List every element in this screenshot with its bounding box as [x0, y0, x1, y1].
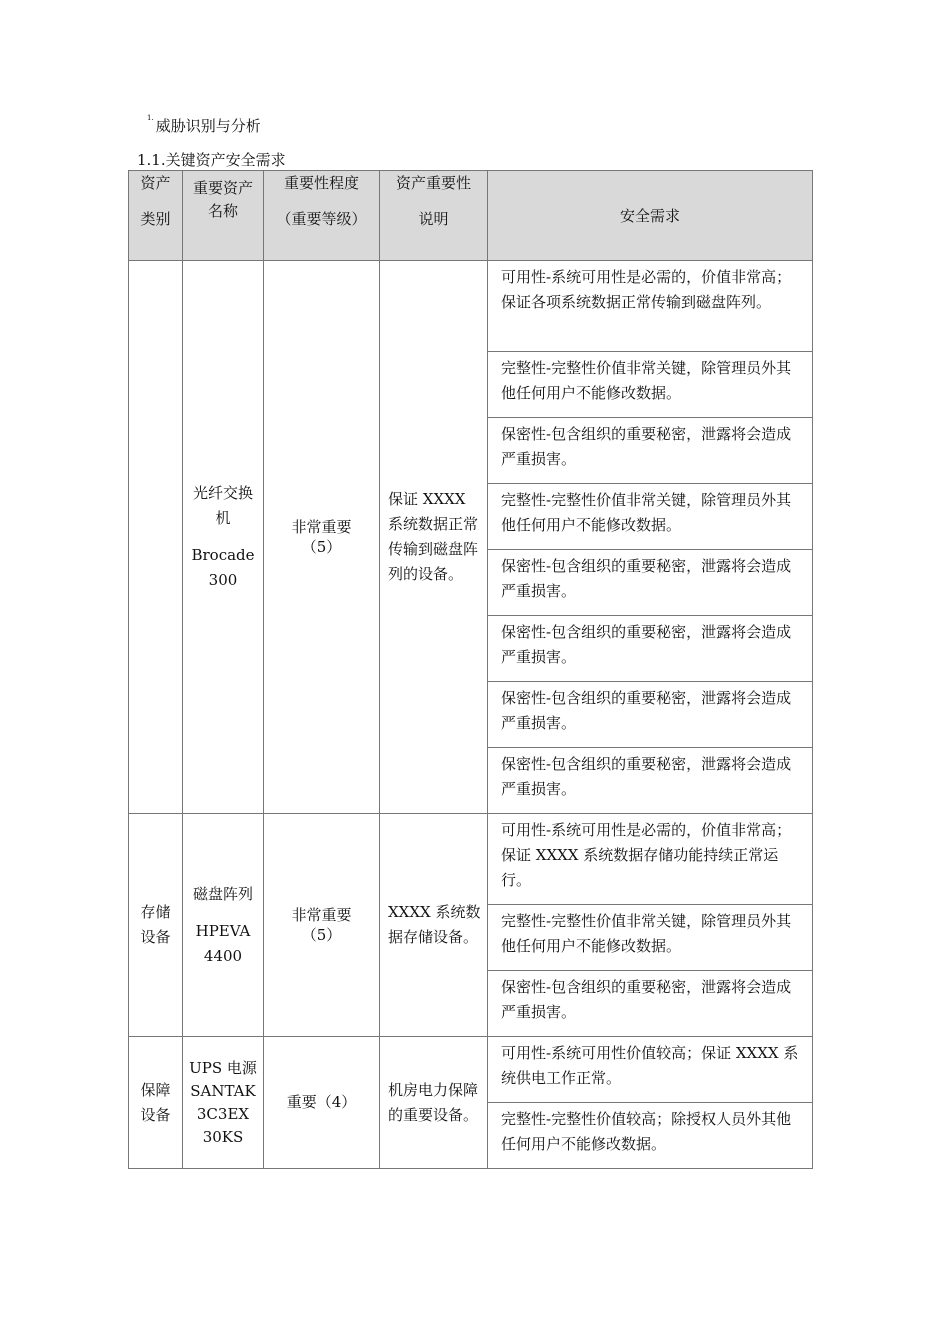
table-header-row — [129, 171, 813, 261]
section-title: 威胁识别与分析 — [155, 117, 261, 135]
table-row — [129, 814, 813, 905]
requirement-cell: 完整性-完整性价值非常关键，除管理员外其他任何用户不能修改数据。 — [488, 484, 813, 550]
requirement-cell: 保密性-包含组织的重要秘密，泄露将会造成严重损害。 — [488, 682, 813, 748]
importance-level-cell: 重要（4） — [264, 1037, 380, 1169]
requirement-cell: 可用性-系统可用性价值较高；保证 XXXX 系统供电工作正常。 — [488, 1037, 813, 1103]
requirement-cell: 保密性-包含组织的重要秘密，泄露将会造成严重损害。 — [488, 550, 813, 616]
header-importance-description: 资产重要性 说明 — [380, 171, 488, 261]
header-asset-name: 重要资产 名称 — [183, 171, 264, 261]
requirement-cell: 完整性-完整性价值非常关键，除管理员外其他任何用户不能修改数据。 — [488, 905, 813, 971]
importance-level-cell: 非常重要 （5） — [264, 814, 380, 1037]
importance-description-cell: 保证 XXXX 系统数据正常传输到磁盘阵列的设备。 — [380, 261, 488, 814]
importance-level-cell: 非常重要 （5） — [264, 261, 380, 814]
asset-category-cell — [129, 261, 183, 814]
asset-category-cell: 保障 设备 — [129, 1037, 183, 1169]
importance-description-cell: XXXX 系统数据存储设备。 — [380, 814, 488, 1037]
requirement-cell: 保密性-包含组织的重要秘密，泄露将会造成严重损害。 — [488, 418, 813, 484]
table-row — [129, 261, 813, 352]
requirement-cell: 保密性-包含组织的重要秘密，泄露将会造成严重损害。 — [488, 971, 813, 1037]
requirement-cell: 完整性-完整性价值非常关键，除管理员外其他任何用户不能修改数据。 — [488, 352, 813, 418]
subsection-heading: 1.1.关键资产安全需求 — [137, 151, 286, 169]
header-category: 资产 类别 — [129, 171, 183, 261]
section-heading — [147, 115, 261, 136]
importance-description-cell: 机房电力保障的重要设备。 — [380, 1037, 488, 1169]
header-importance-level: 重要性程度 （重要等级） — [264, 171, 380, 261]
asset-name-cell: 光纤交换 机 Brocade 300 — [183, 261, 264, 814]
requirement-cell: 可用性-系统可用性是必需的，价值非常高；保证各项系统数据正常传输到磁盘阵列。 — [488, 261, 813, 352]
requirement-cell: 保密性-包含组织的重要秘密，泄露将会造成严重损害。 — [488, 616, 813, 682]
header-security-requirement: 安全需求 — [488, 171, 813, 261]
asset-name-cell: UPS 电源 SANTAK 3C3EX 30KS — [183, 1037, 264, 1169]
security-requirements-table — [128, 170, 813, 1169]
section-number: 1. — [147, 114, 154, 122]
asset-category-cell: 存储 设备 — [129, 814, 183, 1037]
asset-name-cell: 磁盘阵列 HPEVA 4400 — [183, 814, 264, 1037]
requirement-cell: 保密性-包含组织的重要秘密，泄露将会造成严重损害。 — [488, 748, 813, 814]
requirement-cell: 可用性-系统可用性是必需的，价值非常高；保证 XXXX 系统数据存储功能持续正常运行。 — [488, 814, 813, 905]
requirement-cell: 完整性-完整性价值较高；除授权人员外其他任何用户不能修改数据。 — [488, 1103, 813, 1169]
table-row — [129, 1037, 813, 1103]
